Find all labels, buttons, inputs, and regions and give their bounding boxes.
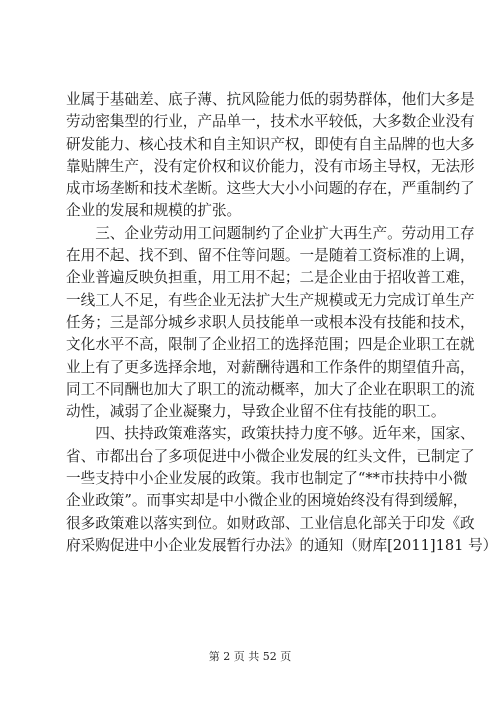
text-line: 企业的发展和规模的扩张。	[66, 202, 242, 220]
text-line: 企业政策”。而事实却是中小微企业的困境始终没有得到缓解，	[66, 492, 468, 510]
text-line: 劳动密集型的行业，产品单一，技术水平较低，大多数企业没有	[66, 113, 475, 131]
text-line: 同工不同酬也加大了职工的流动概率，加大了企业在职职工的流	[66, 380, 475, 398]
text-line: 三、企业劳动用工问题制约了企业扩大再生产。劳动用工存	[66, 224, 475, 242]
text-line: 一些支持中小企业发展的政策。我市也制定了“**市扶持中小微	[66, 470, 468, 488]
document-body	[66, 89, 498, 557]
text-line: 靠贴牌生产，没有定价权和议价能力，没有市场主导权，无法形	[66, 157, 475, 175]
text-line: 任务；三是部分城乡求职人员技能单一或根本没有技能和技术，	[66, 313, 475, 331]
text-line: 业属于基础差、底子薄、抗风险能力低的弱势群体，他们大多是	[66, 91, 475, 108]
text-line: 府采购促进中小企业发展暂行办法》的通知（财库[2011]181 号）	[66, 536, 498, 554]
text-line: 企业普遍反映负担重，用工用不起；二是企业由于招收普工难，	[66, 269, 475, 287]
text-line: 文化水平不高，限制了企业招工的选择范围；四是企业职工在就	[66, 336, 475, 354]
text-line: 省、市都出台了多项促进中小微企业发展的红头文件，已制定了	[66, 447, 475, 465]
page-footer: 第 2 页 共 52 页	[208, 650, 292, 663]
text-line: 动性，减弱了企业凝聚力，导致企业留不住有技能的职工。	[66, 403, 446, 421]
text-line: 一线工人不足，有些企业无法扩大生产规模或无力完成订单生产	[66, 291, 475, 309]
text-line: 四、扶持政策难落实，政策扶持力度不够。近年来，国家、	[66, 425, 475, 443]
text-line: 研发能力、核心技术和自主知识产权，即使有自主品牌的也大多	[66, 135, 475, 153]
text-line: 在用不起、找不到、留不住等问题。一是随着工资标准的上调，	[66, 247, 475, 265]
text-line: 很多政策难以落实到位。如财政部、工业信息化部关于印发《政	[66, 514, 475, 532]
text-line: 成市场垄断和技术垄断。这些大大小小问题的存在，严重制约了	[66, 180, 475, 198]
text-line: 业上有了更多选择余地，对薪酬待遇和工作条件的期望值升高，	[66, 358, 475, 376]
